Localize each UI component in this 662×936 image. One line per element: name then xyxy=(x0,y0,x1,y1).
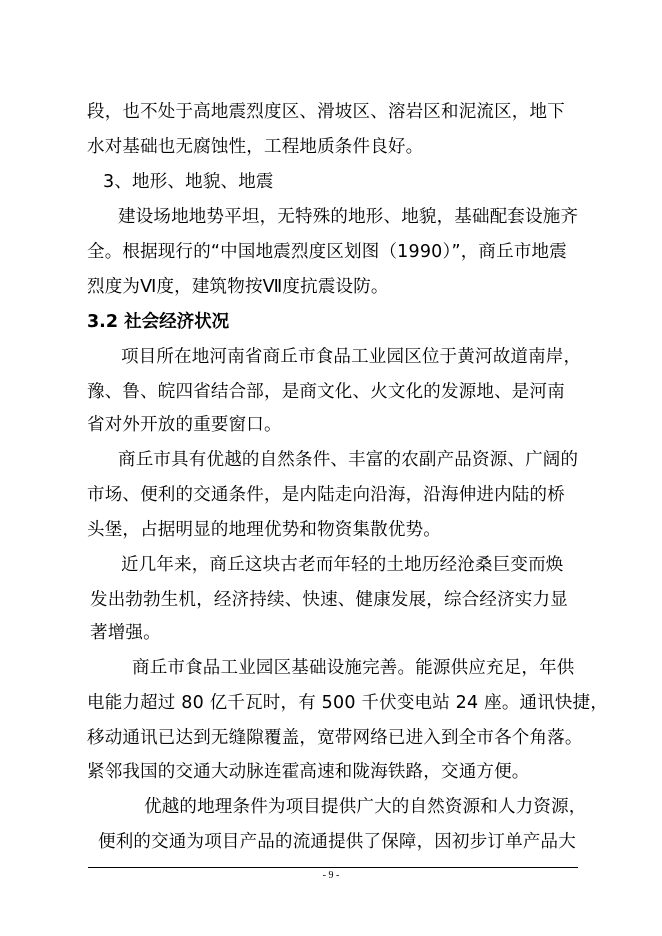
text-line: 优越的地理条件为项目提供广大的自然资源和人力资源， xyxy=(144,797,587,817)
text-line: 段，也不处于高地震烈度区、滑坡区、溶岩区和泥流区，地下 xyxy=(87,102,565,122)
text-line: 电能力超过 80 亿千瓦时，有 500 千伏变电站 24 座。通讯快捷， xyxy=(87,693,609,713)
text-line: 水对基础也无腐蚀性，工程地质条件良好。 xyxy=(87,137,424,157)
section-heading: 3.2 社会经济状况 xyxy=(87,312,230,332)
text-line: 豫、鲁、皖四省结合部，是商文化、火文化的发源地、是河南 xyxy=(87,382,565,402)
subsection-title: 3、地形、地貌、地震 xyxy=(103,172,274,192)
text-line: 近几年来，商丘这块古老而年轻的土地历经沧桑巨变而焕 xyxy=(121,555,564,575)
text-line: 项目所在地河南省商丘市食品工业园区位于黄河故道南岸， xyxy=(121,347,582,367)
text-line: 头堡，占据明显的地理优势和物资集散优势。 xyxy=(87,520,441,540)
text-line: 紧邻我国的交通大动脉连霍高速和陇海铁路，交通方便。 xyxy=(87,762,530,782)
footer-rule xyxy=(88,867,578,868)
text-line: 商丘市具有优越的自然条件、丰富的农副产品资源、广阔的 xyxy=(118,450,579,470)
text-line: 全。根据现行的“中国地震烈度区划图（1990）”，商丘市地震 xyxy=(87,242,567,262)
text-line: 商丘市食品工业园区基础设施完善。能源供应充足，年供 xyxy=(132,658,575,678)
text-line: 移动通讯已达到无缝隙覆盖，宽带网络已进入到全市各个角落。 xyxy=(87,728,583,748)
text-line: 建设场地地势平坦，无特殊的地形、地貌，基础配套设施齐 xyxy=(118,207,579,227)
text-line: 烈度为Ⅵ度，建筑物按Ⅶ度抗震设防。 xyxy=(87,277,389,297)
text-line: 市场、便利的交通条件，是内陆走向沿海，沿海伸进内陆的桥 xyxy=(87,485,565,505)
text-line: 便利的交通为项目产品的流通提供了保障，因初步订单产品大 xyxy=(98,832,576,852)
page-number: - 9 - xyxy=(322,870,340,881)
text-line: 省对外开放的重要窗口。 xyxy=(87,415,282,435)
text-line: 发出勃勃生机，经济持续、快速、健康发展，综合经济实力显 xyxy=(90,590,568,610)
text-line: 著增强。 xyxy=(90,623,161,643)
